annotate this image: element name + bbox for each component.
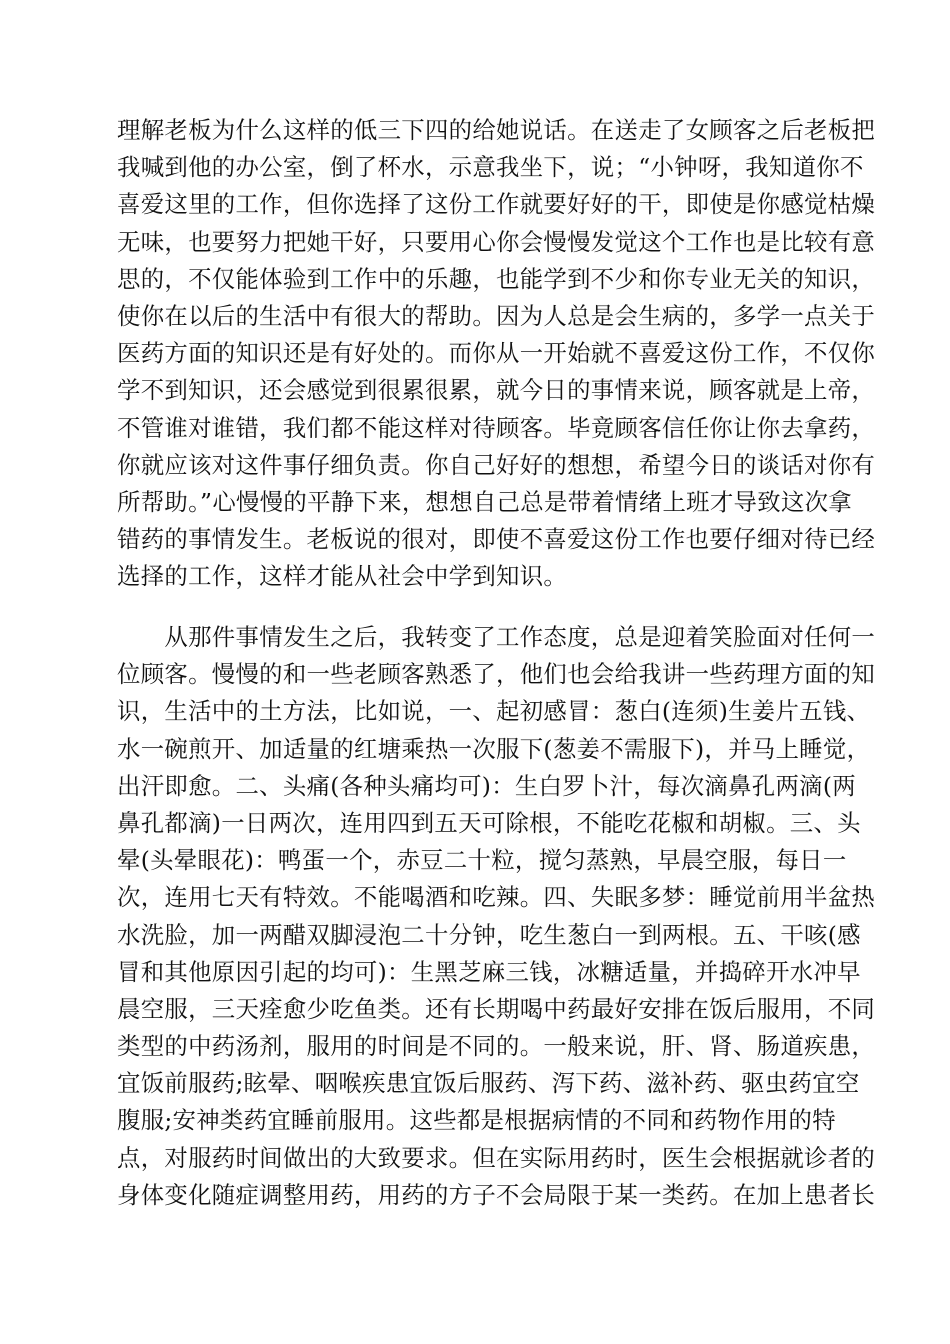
text-line: 冒和其他原因引起的均可)：生黑芝麻三钱，冰糖适量，并捣碎开水冲早 xyxy=(117,957,861,986)
text-line: 医药方面的知识还是有好处的。而你从一开始就不喜爱这份工作，不仅你 xyxy=(117,339,876,368)
text-line: 身体变化随症调整用药，用药的方子不会局限于某一类药。在加上患者长 xyxy=(117,1180,876,1209)
text-line: 你就应该对这件事仔细负责。你自己好好的想想，希望今日的谈话对你有 xyxy=(117,450,876,479)
text-line: 学不到知识，还会感觉到很累很累，就今日的事情来说，顾客就是上帝， xyxy=(117,376,876,405)
text-line: 喜爱这里的工作，但你选择了这份工作就要好好的干，即使是你感觉枯燥 xyxy=(117,190,876,219)
text-line: 选择的工作，这样才能从社会中学到知识。 xyxy=(117,562,568,591)
text-line: 点，对服药时间做出的大致要求。但在实际用药时，医生会根据就诊者的 xyxy=(117,1143,876,1172)
text-line: 我喊到他的办公室，倒了杯水，示意我坐下，说；“小钟呀，我知道你不 xyxy=(117,153,864,182)
text-line: 不管谁对谁错，我们都不能这样对待顾客。毕竟顾客信任你让你去拿药， xyxy=(117,413,876,442)
text-line: 出汗即愈。二、头痛(各种头痛均可)：生白罗卜汁，每次滴鼻孔两滴(两 xyxy=(117,771,856,800)
text-line: 所帮助。”心慢慢的平静下来，想想自己总是带着情绪上班才导致这次拿 xyxy=(117,487,852,516)
text-line: 识，生活中的土方法，比如说，一、起初感冒：葱白(连须)生姜片五钱、 xyxy=(117,697,871,726)
paragraph-folk-remedies xyxy=(117,619,876,1214)
text-line: 从那件事情发生之后，我转变了工作态度，总是迎着笑脸面对任何一 xyxy=(117,623,876,651)
text-line: 类型的中药汤剂，服用的时间是不同的。一般来说，肝、肾、肠道疾患， xyxy=(117,1032,876,1061)
text-line: 水洗脸，加一两醋双脚浸泡二十分钟，吃生葱白一到两根。五、干咳(感 xyxy=(117,920,861,949)
paragraph-boss-talk xyxy=(117,112,876,595)
text-line: 晨空服，三天痊愈少吃鱼类。还有长期喝中药最好安排在饭后服用，不同 xyxy=(117,994,876,1023)
text-line: 无味，也要努力把她干好，只要用心你会慢慢发觉这个工作也是比较有意 xyxy=(117,227,876,256)
text-line: 错药的事情发生。老板说的很对，即使不喜爱这份工作也要仔细对待已经 xyxy=(117,525,876,554)
text-line: 位顾客。慢慢的和一些老顾客熟悉了，他们也会给我讲一些药理方面的知 xyxy=(117,660,876,689)
text-line: 理解老板为什么这样的低三下四的给她说话。在送走了女顾客之后老板把 xyxy=(117,116,876,144)
text-line: 腹服;安神类药宜睡前服用。这些都是根据病情的不同和药物作用的特 xyxy=(117,1106,836,1135)
text-line: 水一碗煎开、加适量的红塘乘热一次服下(葱姜不需服下)，并马上睡觉， xyxy=(117,734,871,763)
text-line: 鼻孔都滴)一日两次，连用四到五天可除根，不能吃花椒和胡椒。三、头 xyxy=(117,808,861,837)
text-line: 思的，不仅能体验到工作中的乐趣，也能学到不少和你专业无关的知识， xyxy=(117,264,876,293)
text-line: 使你在以后的生活中有很大的帮助。因为人总是会生病的，多学一点关于 xyxy=(117,301,876,330)
text-line: 晕(头晕眼花)：鸭蛋一个，赤豆二十粒，搅匀蒸熟，早晨空服，每日一 xyxy=(117,846,847,875)
text-line: 宜饭前服药;眩晕、咽喉疾患宜饭后服药、泻下药、滋补药、驱虫药宜空 xyxy=(117,1069,860,1098)
text-line: 次，连用七天有特效。不能喝酒和吃辣。四、失眠多梦：睡觉前用半盆热 xyxy=(117,883,876,912)
